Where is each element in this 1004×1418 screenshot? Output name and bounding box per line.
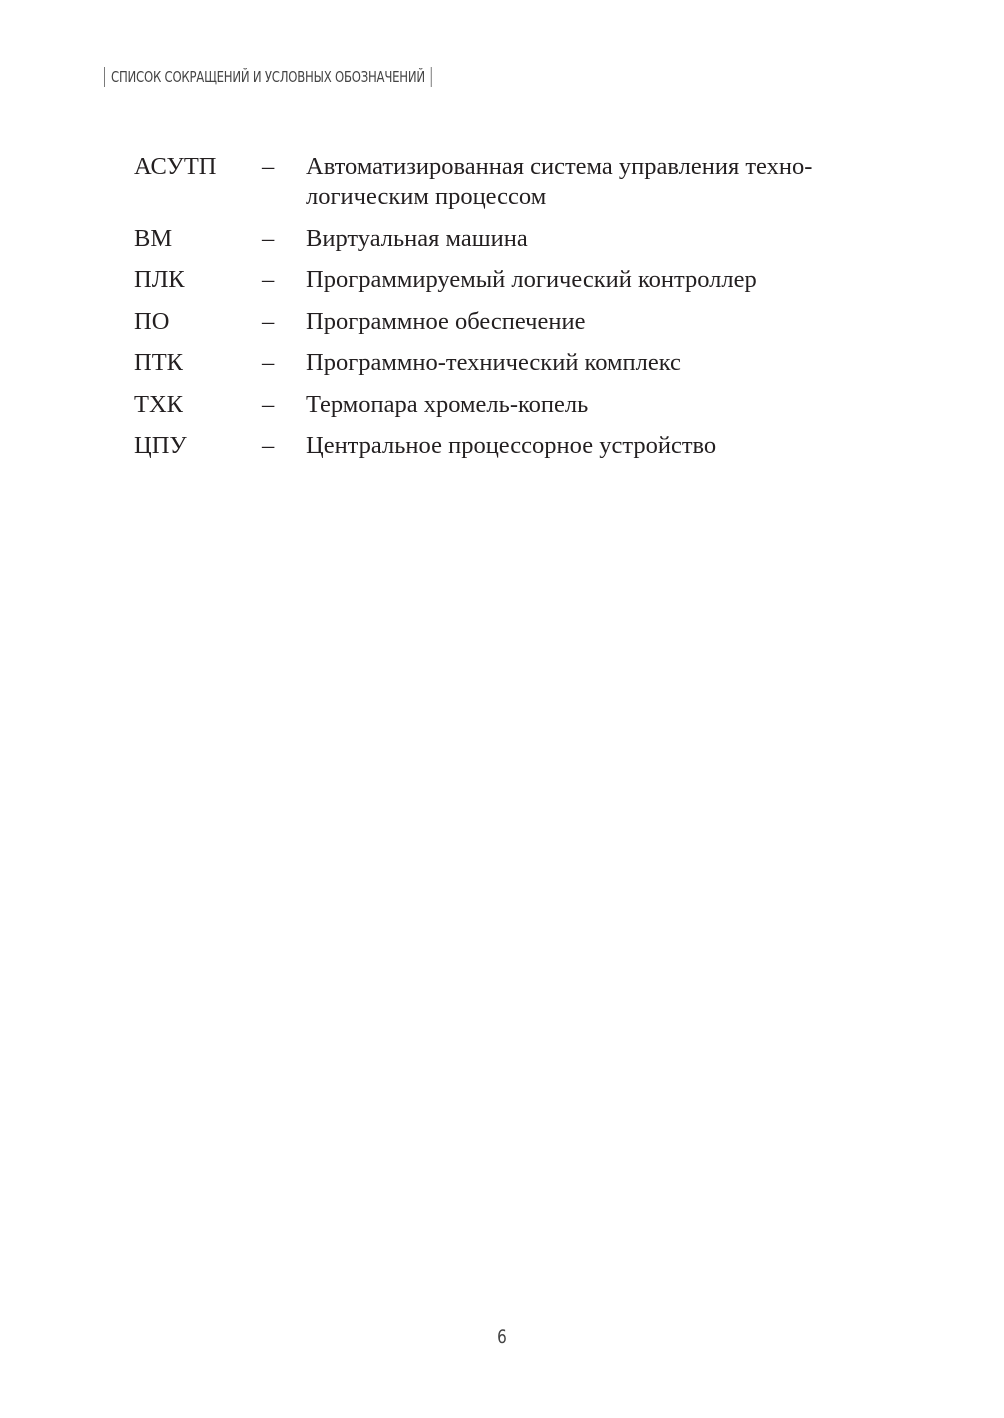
page-number: 6 bbox=[497, 1326, 507, 1348]
abbreviation-row bbox=[134, 307, 874, 337]
abbreviation-definition: Программируемый логический контроллер bbox=[306, 266, 757, 293]
abbreviation-definition: Автоматизированная система управления техно- логическим процессом bbox=[306, 153, 813, 210]
abbreviation-term: ТХК bbox=[134, 390, 183, 418]
abbreviation-dash: – bbox=[262, 432, 275, 459]
running-title: СПИСОК СОКРАЩЕНИЙ И УСЛОВНЫХ ОБОЗНАЧЕНИЙ bbox=[111, 68, 425, 86]
abbreviation-term: ПЛК bbox=[134, 266, 185, 293]
abbreviation-row bbox=[134, 390, 874, 420]
abbreviation-row bbox=[134, 224, 874, 254]
abbreviation-row bbox=[134, 348, 874, 378]
abbreviation-dash: – bbox=[262, 224, 275, 252]
abbreviation-dash: – bbox=[262, 153, 275, 180]
abbreviation-dash: – bbox=[262, 349, 275, 376]
abbreviation-dash: – bbox=[262, 390, 275, 418]
abbreviation-term: ВМ bbox=[134, 224, 173, 252]
abbreviation-definition: Виртуальная машина bbox=[306, 224, 528, 252]
abbreviation-definition: Центральное процессорное устройство bbox=[306, 432, 717, 459]
abbreviation-term: ПТК bbox=[134, 349, 183, 376]
abbreviation-dash: – bbox=[262, 307, 275, 335]
header-right-rule bbox=[431, 67, 432, 87]
abbreviation-row bbox=[134, 152, 874, 212]
abbreviation-list bbox=[134, 152, 874, 473]
abbreviation-definition: Программно-технический комплекс bbox=[306, 349, 681, 376]
abbreviation-term: ПО bbox=[134, 307, 170, 335]
running-header bbox=[104, 64, 432, 90]
abbreviation-row bbox=[134, 265, 874, 295]
abbreviation-term: ЦПУ bbox=[134, 432, 187, 459]
abbreviation-definition: Термопара хромель-копель bbox=[306, 390, 589, 418]
abbreviation-dash: – bbox=[262, 266, 275, 293]
abbreviation-term: АСУТП bbox=[134, 153, 217, 180]
abbreviation-row bbox=[134, 431, 874, 461]
abbreviation-definition: Программное обеспечение bbox=[306, 307, 586, 335]
